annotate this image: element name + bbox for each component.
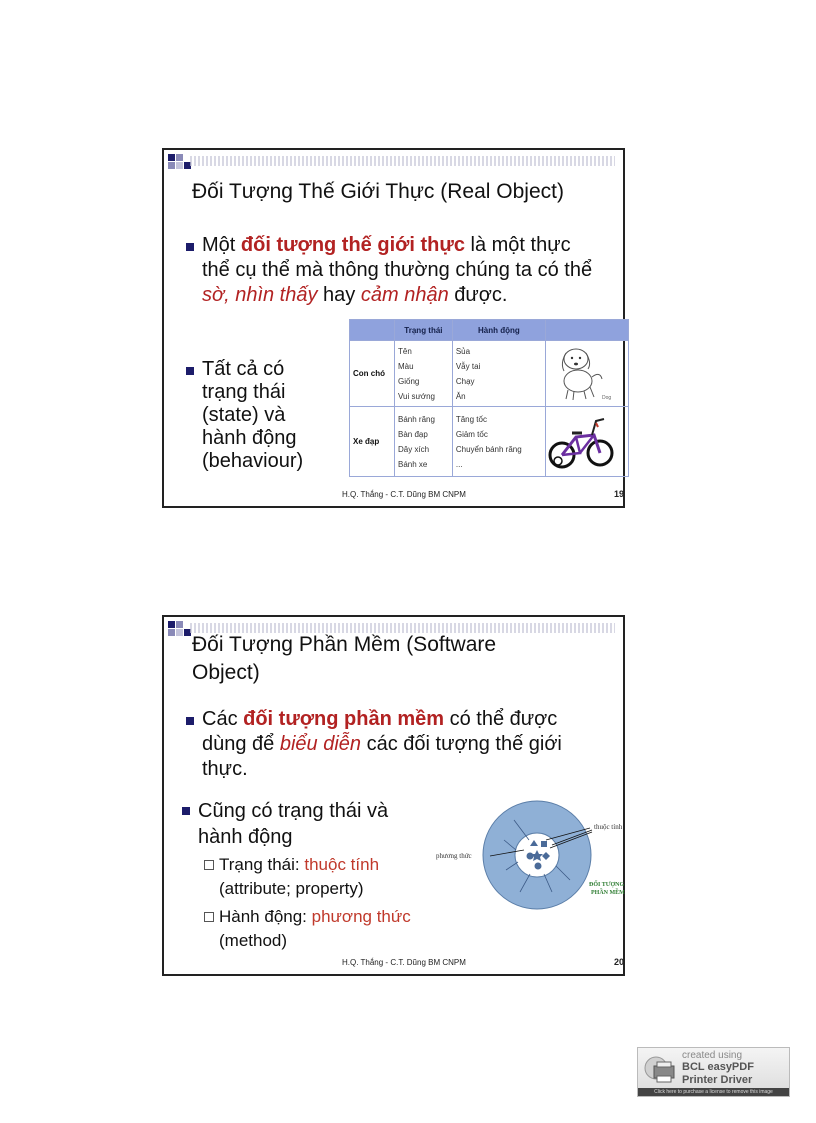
title-bar-pattern	[190, 156, 615, 166]
term-software-object: đối tượng phần mềm	[243, 708, 445, 730]
bullet-state-action: Cũng có trạng thái và hành động	[198, 800, 389, 848]
term-real-object: đối tượng thế giới thực	[240, 234, 465, 256]
table-header-action: Hành động	[452, 320, 545, 341]
bicycle-icon	[546, 409, 616, 473]
bullet-real-object: Một đối tượng thế giới thực là một thực thể cụ thể mà thông thường chúng ta có thể sờ, nhìn thấy hay cảm nhận được.	[202, 234, 593, 306]
software-object-diagram	[434, 800, 639, 910]
slide-title: Đối Tượng Thế Giới Thực (Real Object)	[192, 180, 564, 203]
slide-title: Đối Tượng Phần Mềm (Software Object)	[192, 633, 497, 684]
bullet-square-icon	[182, 807, 190, 815]
dog-image	[546, 341, 629, 407]
bullet-state-behaviour: Tất cả có trạng thái (state) và hành động (behaviour)	[202, 358, 304, 472]
bicycle-image	[546, 407, 629, 477]
dog-icon	[546, 343, 616, 403]
page-number: 19	[614, 489, 625, 499]
purchase-link[interactable]: Click here to purchase a license to remove this image	[638, 1088, 789, 1096]
table-header-state: Trạng thái	[395, 320, 453, 341]
bullet-square-icon	[186, 367, 194, 375]
bullet-square-icon	[186, 717, 194, 725]
table-row: Xe đạp Bánh răng Bàn đạp Dây xích Bánh xe Tăng tốc Giảm tốc Chuyển bánh răng ...	[350, 407, 629, 477]
sub-bullet-icon	[204, 912, 214, 922]
slide-footer: H.Q. Thắng - C.T. Dũng BM CNPM	[342, 490, 466, 499]
svg-text:Dog: Dog	[602, 394, 612, 401]
bullet-square-icon	[186, 243, 194, 251]
slide-19	[162, 148, 625, 508]
sub-bullet-icon	[204, 860, 214, 870]
diagram-label-attribute: thuộc tính	[594, 823, 623, 831]
object-table	[349, 319, 629, 477]
slide-20	[162, 615, 625, 976]
printer-icon	[642, 1054, 678, 1086]
diagram-label-object: ĐỐI TƯỢNG	[589, 882, 625, 888]
sub-bullet-attribute: Trạng thái: thuộc tính (attribute; property)	[219, 855, 380, 898]
easypdf-watermark[interactable]: created using BCL easyPDF Printer Driver Click here to purchase a license to remove this image	[637, 1047, 790, 1097]
table-row: Con chó Tên Màu Giống Vui sướng Sủa Vẫy tai Chạy Ăn Dog	[350, 341, 629, 407]
diagram-label-method: phương thức	[436, 852, 472, 860]
slide-footer: H.Q. Thắng - C.T. Dũng BM CNPM	[342, 958, 466, 967]
page-number: 20	[614, 957, 625, 967]
diagram-label-software: PHẦN MỀM	[591, 890, 625, 896]
sub-bullet-method: Hành động: phương thức (method)	[219, 907, 411, 950]
bullet-software-object: Các đối tượng phần mềm có thể được dùng để biểu diễn các đối tượng thế giới thực.	[202, 708, 562, 780]
